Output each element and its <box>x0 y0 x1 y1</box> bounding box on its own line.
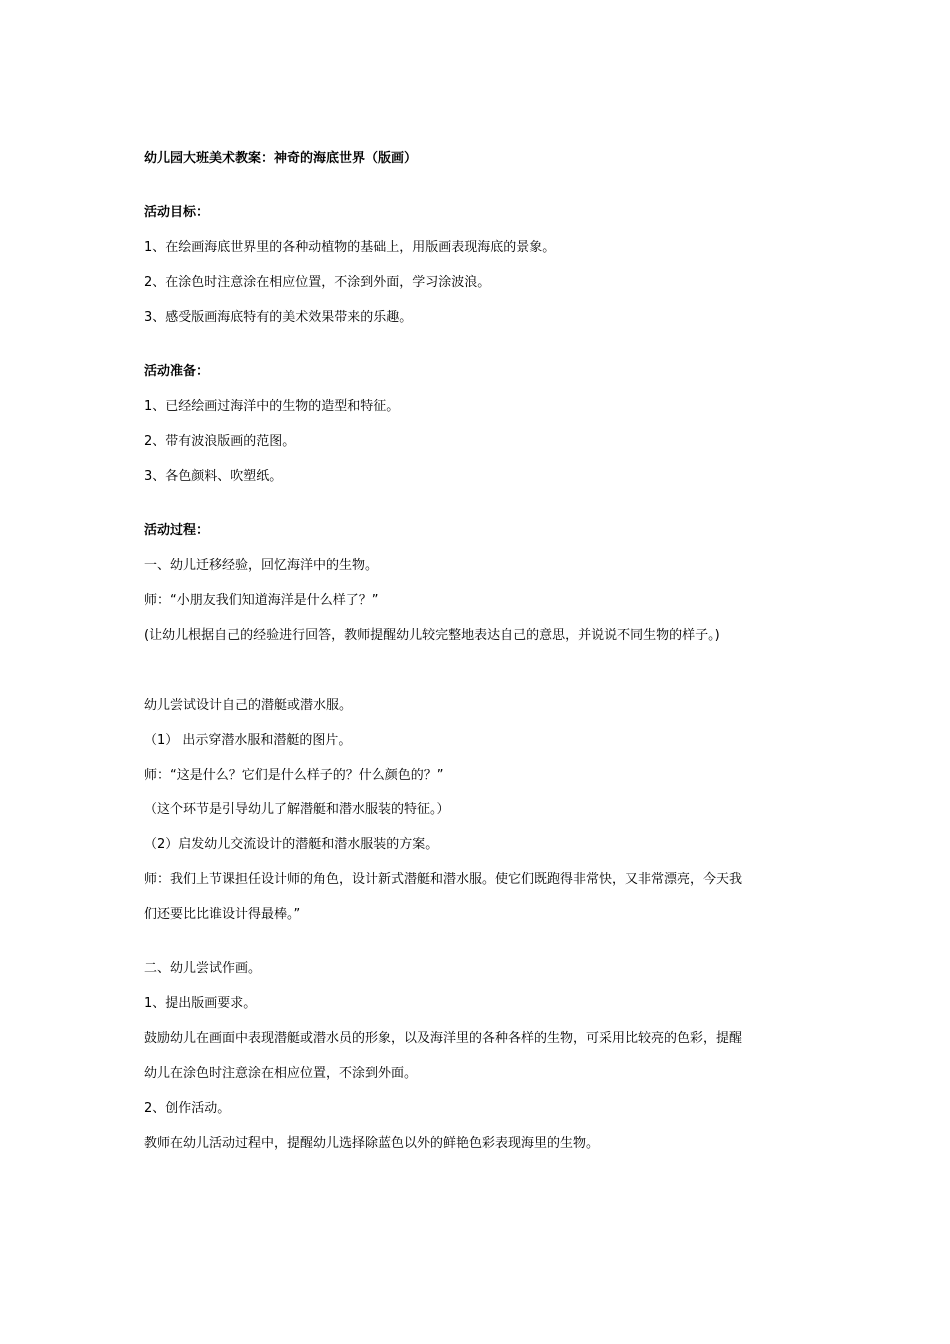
process-line: 1、提出版画要求。 <box>144 996 257 1011</box>
goal-item: 2、在涂色时注意涂在相应位置，不涂到外面，学习涂波浪。 <box>144 275 491 290</box>
process-line: 二、幼儿尝试作画。 <box>144 961 262 976</box>
preparation-item: 3、各色颜料、吹塑纸。 <box>144 469 283 484</box>
preparation-heading: 活动准备： <box>144 364 210 379</box>
process-line: （1） 出示穿潜水服和潜艇的图片。 <box>144 733 352 748</box>
process-line: 幼儿尝试设计自己的潜艇或潜水服。 <box>144 698 353 713</box>
process-line: 师：“小朋友我们知道海洋是什么样了？” <box>144 593 379 608</box>
document-title: 幼儿园大班美术教案：神奇的海底世界（版画） <box>144 151 418 166</box>
goal-item: 1、在绘画海底世界里的各种动植物的基础上，用版画表现海底的景象。 <box>144 240 556 255</box>
preparation-item: 2、带有波浪版画的范图。 <box>144 434 296 449</box>
process-line: （这个环节是引导幼儿了解潜艇和潜水服装的特征。） <box>144 802 450 817</box>
process-line: 教师在幼儿活动过程中，提醒幼儿选择除蓝色以外的鲜艳色彩表现海里的生物。 <box>144 1136 600 1151</box>
process-line: (让幼儿根据自己的经验进行回答，教师提醒幼儿较完整地表达自己的意思，并说说不同生物的样子。) <box>144 628 720 643</box>
preparation-item: 1、已经绘画过海洋中的生物的造型和特征。 <box>144 399 400 414</box>
process-line: 师：“这是什么？它们是什么样子的？什么颜色的？” <box>144 768 444 783</box>
process-line: （2）启发幼儿交流设计的潜艇和潜水服装的方案。 <box>144 837 439 852</box>
process-line: 鼓励幼儿在画面中表现潜艇或潜水员的形象，以及海洋里的各种各样的生物，可采用比较亮的色彩，提醒 <box>144 1031 743 1046</box>
process-line: 师：我们上节课担任设计师的角色，设计新式潜艇和潜水服。使它们既跑得非常快，又非常漂亮，今天我 <box>144 872 743 887</box>
process-line: 们还要比比谁设计得最棒。” <box>144 907 301 922</box>
goals-heading: 活动目标： <box>144 205 210 220</box>
process-line: 2、创作活动。 <box>144 1101 231 1116</box>
process-heading: 活动过程： <box>144 523 210 538</box>
goal-item: 3、感受版画海底特有的美术效果带来的乐趣。 <box>144 310 413 325</box>
process-line: 一、幼儿迁移经验，回忆海洋中的生物。 <box>144 558 379 573</box>
process-line: 幼儿在涂色时注意涂在相应位置，不涂到外面。 <box>144 1066 418 1081</box>
